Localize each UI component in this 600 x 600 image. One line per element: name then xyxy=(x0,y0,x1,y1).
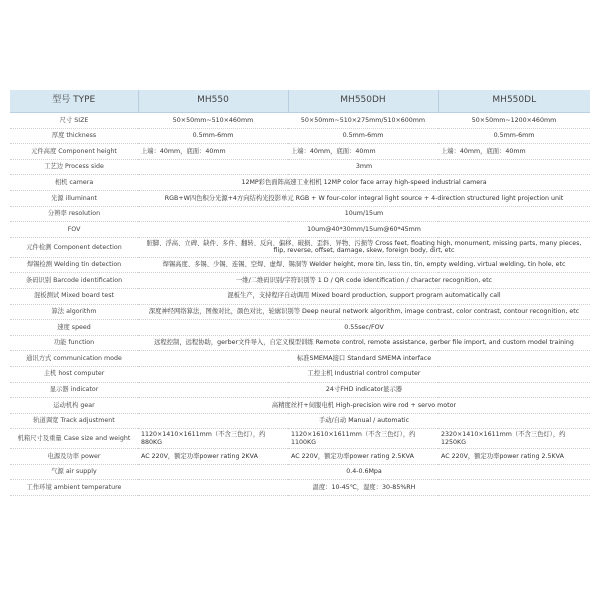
spec-row xyxy=(10,222,590,238)
spec-label: 通讯方式 communication mode xyxy=(10,351,138,367)
spec-row xyxy=(10,304,590,320)
spec-row xyxy=(10,382,590,398)
spec-row xyxy=(10,206,590,222)
spec-value-cell: AC 220V，额定功率power rating 2.5KVA xyxy=(438,449,590,465)
spec-value-merged: 3mm xyxy=(138,159,590,175)
model-mh550dl-cell: MH550DL xyxy=(438,90,590,113)
spec-label: 电源及功率 power xyxy=(10,449,138,465)
spec-value-merged: 标准SMEMA接口 Standard SMEMA interface xyxy=(138,351,590,367)
spec-row xyxy=(10,128,590,144)
spec-value-cell: AC 220V，额定功率power rating 2KVA xyxy=(138,449,288,465)
spec-row xyxy=(10,190,590,206)
spec-value-merged: 远程控制，远程协助，gerber文件导入，自定义模型训练 Remote control, remote assistance, gerber file import, and custom model training xyxy=(138,335,590,351)
spec-value-cell: 1120×1410×1611mm（不含三色灯），约880KG xyxy=(138,429,288,449)
spec-value-cell: 0.5mm-6mm xyxy=(138,128,288,144)
spec-value-merged: 12MP彩色面阵高速工业相机 12MP color face array high-speed industrial camera xyxy=(138,175,590,191)
spec-row xyxy=(10,159,590,175)
spec-value-cell: 1120×1610×1611mm（不含三色灯），约1100KG xyxy=(288,429,438,449)
spec-label: 功能 function xyxy=(10,335,138,351)
spec-value-merged: 0.4-0.6Mpa xyxy=(138,464,590,480)
spec-value-merged: 深度神经网络算法，图像对比，颜色对比，轮廓识别等 Deep neural network algorithm, image contrast, color contrast, contour recognition, etc xyxy=(138,304,590,320)
spec-label: 显示器 indicator xyxy=(10,382,138,398)
spec-value-cell: 2320×1410×1611mm（不含三色灯），约1250KG xyxy=(438,429,590,449)
spec-row xyxy=(10,113,590,129)
model-mh550-cell: MH550 xyxy=(138,90,288,113)
spec-value-cell: 上端：40mm，底面：40mm xyxy=(438,144,590,160)
spec-row xyxy=(10,413,590,429)
spec-row xyxy=(10,464,590,480)
spec-row xyxy=(10,320,590,336)
spec-row xyxy=(10,351,590,367)
spec-value-merged: 10um/15um xyxy=(138,206,590,222)
spec-value-cell: 上端：40mm，底面：40mm xyxy=(138,144,288,160)
spec-row xyxy=(10,429,590,449)
spec-label: 厚度 thickness xyxy=(10,128,138,144)
spec-label: 元件检测 Component detection xyxy=(10,237,138,257)
spec-value-merged: 温度：10-45℃，湿度：30-85%RH xyxy=(138,480,590,496)
spec-value-merged: 手动/自动 Manual / automatic xyxy=(138,413,590,429)
spec-body xyxy=(10,90,590,496)
spec-value-merged: 工控主机 Industrial control computer xyxy=(138,366,590,382)
spec-label: 主机 host computer xyxy=(10,366,138,382)
spec-label: 相机 camera xyxy=(10,175,138,191)
spec-value-merged: 焊锡高度、多锡、少锡、连锡、空焊、虚焊、锡洞等 Welder height, more tin, less tin, tin, empty welding, virtual welding, tin hole, etc xyxy=(138,257,590,273)
spec-label: 元件高度 Component height xyxy=(10,144,138,160)
spec-label: 算法 algorithm xyxy=(10,304,138,320)
spec-value-merged: 24寸FHD indicator显示器 xyxy=(138,382,590,398)
spec-value-cell: 上端：40mm，底面：40mm xyxy=(288,144,438,160)
spec-row xyxy=(10,273,590,289)
spec-label: 光源 illuminant xyxy=(10,190,138,206)
spec-label: 工艺边 Process side xyxy=(10,159,138,175)
spec-row xyxy=(10,257,590,273)
spec-row xyxy=(10,144,590,160)
spec-value-merged: 10um@40*30mm/15um@60*45mm xyxy=(138,222,590,238)
spec-row xyxy=(10,398,590,414)
spec-value-merged: 混板生产，支持程序自动调用 Mixed board production, support program automatically call xyxy=(138,288,590,304)
spec-value-merged: RGB+W四色积分光源+4方向结构光投影单元 RGB + W four-color integral light source + 4-direction structured light projection unit xyxy=(138,190,590,206)
spec-table xyxy=(10,90,590,496)
spec-row xyxy=(10,175,590,191)
model-mh550dh-cell: MH550DH xyxy=(288,90,438,113)
spec-label: 运动机构 gear xyxy=(10,398,138,414)
spec-label: 速度 speed xyxy=(10,320,138,336)
spec-label: 混板测试 Mixed board test xyxy=(10,288,138,304)
spec-row xyxy=(10,366,590,382)
spec-row xyxy=(10,288,590,304)
spec-label: 焊锡检测 Welding tin detection xyxy=(10,257,138,273)
spec-label: 尺寸 SIZE xyxy=(10,113,138,129)
spec-label: 分辨率 resolution xyxy=(10,206,138,222)
spec-value-cell: 50×50mm~510×460mm xyxy=(138,113,288,129)
spec-row xyxy=(10,449,590,465)
spec-value-merged: 0.55sec/FOV xyxy=(138,320,590,336)
spec-value-merged: 高精度丝杆+伺服电机 High-precision wire rod + servo motor xyxy=(138,398,590,414)
spec-label: FOV xyxy=(10,222,138,238)
spec-value-cell: 0.5mm-6mm xyxy=(438,128,590,144)
spec-row xyxy=(10,480,590,496)
spec-label: 工作环境 ambient temperature xyxy=(10,480,138,496)
spec-value-merged: 脏脚、浮高、立碑、缺件、多件、翻转、反向、偏移、破损、歪斜、异物、污损等 Cross feet, floating high, monument, missing parts, many pieces, flip, reverse, offset, damage, skew, foreign body, dirt, etc xyxy=(138,237,590,257)
spec-value-cell: 0.5mm-6mm xyxy=(288,128,438,144)
spec-label: 轨道调宽 Track adjustment xyxy=(10,413,138,429)
spec-value-merged: 一维/二维码识别/字符识别等 1 D / QR code identification / character recognition, etc xyxy=(138,273,590,289)
header-row xyxy=(10,90,590,113)
spec-value-cell: 50×50mm~510×275mm/510×600mm xyxy=(288,113,438,129)
spec-row xyxy=(10,335,590,351)
spec-label: 条码识别 Barcode identification xyxy=(10,273,138,289)
spec-value-cell: 50×50mm~1200×460mm xyxy=(438,113,590,129)
spec-row xyxy=(10,237,590,257)
spec-value-cell: AC 220V，额定功率power rating 2.5KVA xyxy=(288,449,438,465)
model-label-cell: 型号 TYPE xyxy=(10,90,138,113)
spec-label: 机箱尺寸及重量 Case size and weight xyxy=(10,429,138,449)
spec-label: 气源 air supply xyxy=(10,464,138,480)
